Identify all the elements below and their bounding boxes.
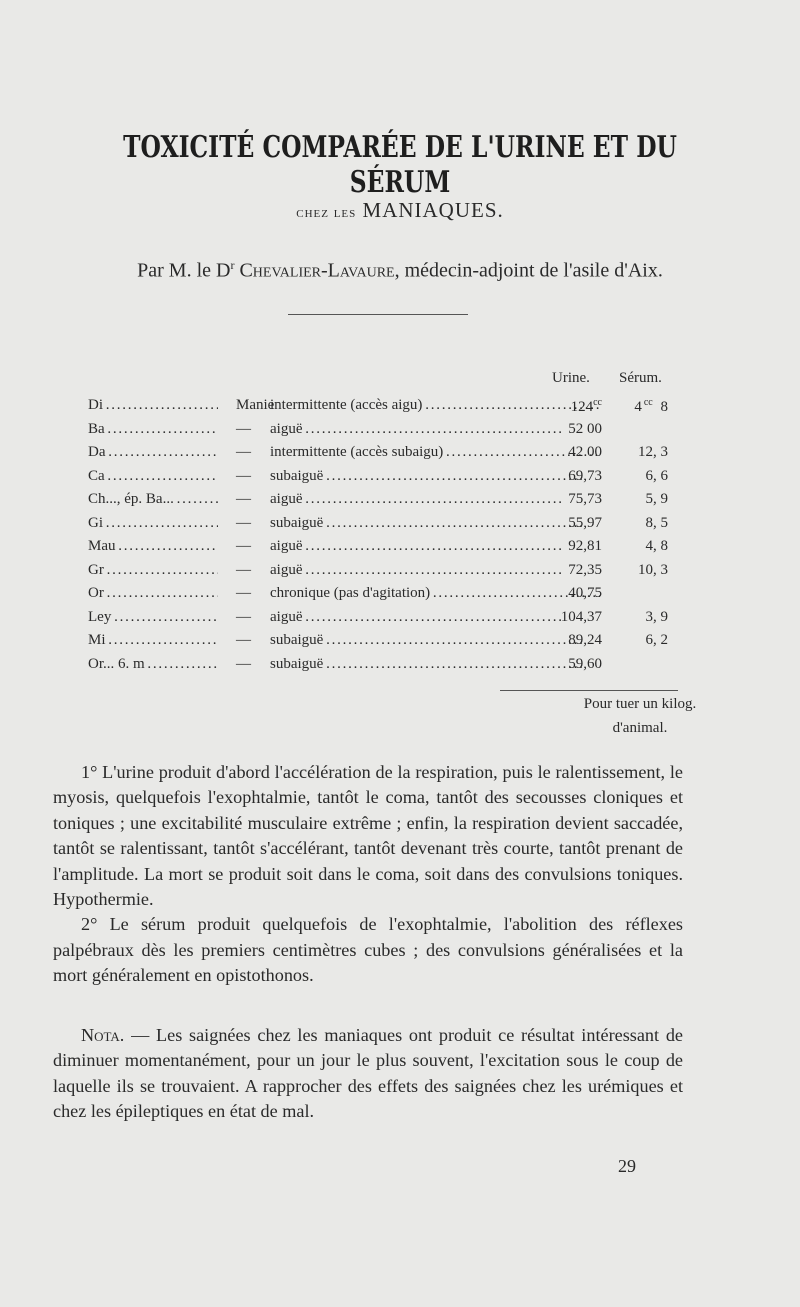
manie-type: — (236, 444, 251, 460)
table-row (88, 632, 688, 655)
nota-label: Nota. (81, 1025, 125, 1045)
serum-value (608, 468, 668, 485)
serum-number-b: 8 (660, 399, 668, 415)
patient-name: Ch..., ép. Ba... . . . (88, 491, 218, 508)
serum-number-b: 3 (660, 561, 668, 578)
urine-value (528, 444, 602, 461)
manie-type: — (236, 514, 251, 531)
urine-number: 42 00 (568, 444, 602, 460)
serum-number-a: 8, (645, 514, 657, 531)
urine-number: 92,81 (568, 538, 602, 554)
serum-number-b: 5 (660, 514, 668, 531)
urine-value (528, 491, 602, 508)
urine-number: 52 00 (568, 420, 602, 437)
note-line-2: d'animal. (612, 720, 668, 736)
nota-block (53, 1023, 683, 1125)
col-head-serum: Sérum. (619, 370, 662, 386)
serum-value (608, 397, 668, 416)
urine-value (528, 656, 602, 673)
manie-description: subaiguë . . . (270, 515, 600, 532)
paragraph-1: 1° L'urine produit d'abord l'accélération de la respiration, puis le ralentissement, le myosis, quelquefois l'exophtalmie, tantôt le coma, tantôt des secousses cloniques et toniques ; une excitabilité musculaire extrême ; enfin, la respiration devient saccadée, tantôt se ralentissant, tantôt s'accélérant, tantôt devenant très courte, tantôt prenant de l'amplitude. La mort se produit soit dans le coma, soit dans des convulsions toniques. Hypothermie. (53, 762, 683, 910)
manie-type: — (236, 655, 251, 672)
patient-name: Ba . . . (88, 421, 218, 438)
serum-value (608, 444, 668, 461)
patient-name: Or . . . (88, 585, 218, 602)
urine-value (528, 609, 602, 626)
manie-description: aiguë . . . (270, 609, 600, 626)
urine-number: 40,75 (568, 585, 602, 601)
manie-type: — (236, 608, 251, 625)
subtitle-main: MANIAQUES. (362, 198, 504, 222)
serum-number-b: 3 (660, 444, 668, 460)
manie-description: intermittente (accès subaigu) . . . (270, 444, 600, 461)
table-row (88, 491, 688, 514)
patient-name: Mau . . . (88, 538, 218, 555)
serum-number-b: 2 (660, 632, 668, 648)
patient-name: Ca . . . (88, 468, 218, 485)
table-row (88, 397, 688, 420)
urine-number: 75,73 (568, 491, 602, 507)
subtitle (0, 198, 800, 223)
serum-number-a: 6, (645, 632, 657, 648)
patient-name: Gi . . . (88, 515, 218, 532)
manie-type: — (236, 538, 251, 554)
author-sup: r (230, 258, 235, 272)
author-line (0, 258, 800, 283)
serum-number-a: 4 (634, 399, 642, 415)
manie-description: aiguë . . . (270, 491, 600, 508)
nota-text: — Les saignées chez les maniaques ont produit ce résultat intéressant de diminuer momentanément, pour un jour le plus souvent, l'excitation sous le coup de laquelle ils se trouvaient. A rapprocher des effets des saignées chez les urémiques et chez les épileptiques en état de mal. (53, 1025, 683, 1122)
serum-number-b: 9 (660, 491, 668, 507)
serum-number-a: 3, (645, 608, 657, 625)
author-after: , médecin-adjoint de l'asile d'Aix. (394, 259, 663, 282)
manie-description: aiguë . . . (270, 538, 600, 555)
manie-description: aiguë . . . (270, 562, 600, 579)
table-row (88, 468, 688, 491)
page-title: TOXICITÉ COMPARÉE DE L'URINE ET DU SÉRUM (123, 130, 677, 200)
manie-type: — (236, 491, 251, 507)
paragraph-2: 2° Le sérum produit quelquefois de l'exophtalmie, l'abolition des réflexes palpébraux dès les premiers centimètres cubes ; des convulsions généralisées et la mort généralement en opistothonos. (53, 914, 683, 986)
patient-name: Or... 6. m . . . (88, 656, 218, 673)
urine-number: 89,24 (568, 632, 602, 648)
serum-value (608, 538, 668, 555)
manie-description: chronique (pas d'agitation) . . . (270, 585, 600, 602)
subtitle-prefix: chez les (296, 205, 357, 221)
urine-number: 55,97 (568, 514, 602, 531)
table-row (88, 585, 688, 608)
manie-description: intermittente (accès aigu) . . . (270, 397, 600, 414)
author-before: Par M. le D (137, 259, 231, 282)
page-number: 29 (618, 1156, 636, 1176)
patient-name: Gr . . . (88, 562, 218, 579)
serum-unit: cc (643, 397, 653, 408)
patient-name: Di . . . (88, 397, 218, 414)
serum-number-a: 10, (638, 561, 657, 578)
col-head-urine: Urine. (552, 370, 590, 386)
manie-type: — (236, 585, 251, 601)
serum-value (608, 609, 668, 626)
patient-name: Mi . . . (88, 632, 218, 649)
manie-type: — (236, 420, 251, 437)
urine-value (528, 632, 602, 649)
manie-type: — (236, 467, 251, 484)
manie-description: aiguë . . . (270, 421, 600, 438)
serum-value (608, 491, 668, 508)
serum-value (608, 515, 668, 532)
serum-number-a: 4, (645, 538, 657, 554)
divider (288, 314, 468, 315)
serum-number-a: 12, (638, 444, 657, 460)
note-divider (500, 690, 678, 691)
urine-value (528, 397, 602, 416)
table-row (88, 421, 688, 444)
table-row (88, 515, 688, 538)
manie-type: — (236, 561, 251, 578)
urine-number: 72,35 (568, 561, 602, 578)
serum-value (608, 562, 668, 579)
table-row (88, 444, 688, 467)
serum-number-b: 8 (660, 538, 668, 554)
urine-number: 124 (570, 399, 594, 415)
patient-name: Ley . . . (88, 609, 218, 626)
urine-value (528, 515, 602, 532)
urine-value (528, 468, 602, 485)
table-row (88, 609, 688, 632)
manie-type: Manie (236, 397, 275, 413)
serum-number-a: 6, (645, 467, 657, 484)
urine-number: 59,60 (568, 655, 602, 672)
manie-type: — (236, 632, 251, 648)
paragraph-nota (53, 1023, 683, 1125)
urine-unit: cc (593, 397, 602, 408)
serum-number-b: 9 (660, 608, 668, 625)
serum-number-a: 5, (645, 491, 657, 507)
manie-description: subaiguë . . . (270, 632, 600, 649)
author-name: Chevalier-Lavaure (239, 259, 395, 282)
serum-number-b: 6 (660, 467, 668, 484)
manie-description: subaiguë . . . (270, 468, 600, 485)
body-text (53, 760, 683, 989)
urine-number: 104,37 (560, 608, 602, 625)
manie-description: subaiguë . . . (270, 656, 600, 673)
urine-value (528, 538, 602, 555)
table-row (88, 562, 688, 585)
note-line-1: Pour tuer un kilog. (583, 696, 697, 712)
table-row (88, 538, 688, 561)
urine-value (528, 421, 602, 438)
table-row (88, 656, 688, 679)
patient-name: Da . . . (88, 444, 218, 461)
urine-value (528, 585, 602, 602)
urine-number: 69,73 (568, 467, 602, 484)
urine-value (528, 562, 602, 579)
serum-value (608, 632, 668, 649)
